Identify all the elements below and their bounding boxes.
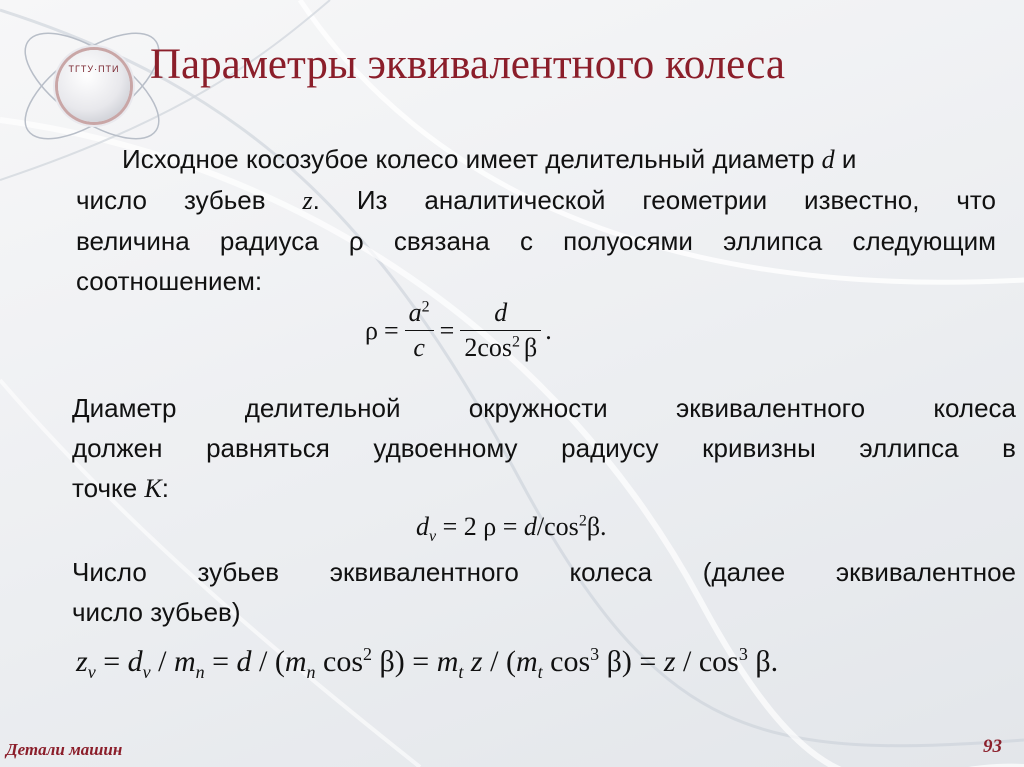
- university-logo: [58, 50, 130, 122]
- paragraph-teeth: [72, 552, 1016, 632]
- paragraph-diameter: [72, 388, 1016, 509]
- paragraph-intro: [76, 139, 996, 301]
- formula-rho: ρ = $\frac{a^2}{c}$ = $\frac{d}{2\cos^2 \beta}$ .: [365, 298, 552, 362]
- para2-line2: должен равняться удвоенному радиусу кривизны эллипса в: [72, 433, 1016, 463]
- para2-line3: точке K:: [72, 473, 169, 503]
- logo-text: ТГТУ·ПТИ: [68, 64, 120, 74]
- para1-line3: величина радиуса ρ связана с полуосями эллипса следующим: [76, 226, 996, 256]
- fraction-a2-over-c: $\frac{a^2}{c}$: [405, 298, 434, 363]
- para1-line2: число зубьев z. Из аналитической геометрии известно, что: [76, 185, 996, 215]
- para3-line1: Число зубьев эквивалентного колеса (далее эквивалентное: [72, 557, 1016, 587]
- page-number: 93: [983, 736, 1002, 757]
- slide-title: Параметры эквивалентного колеса: [150, 41, 785, 88]
- para3-line2: число зубьев): [72, 597, 241, 627]
- fraction-d-over-2cos2b: $\frac{d}{2\cos^2 \beta}$: [460, 298, 541, 363]
- para1-line4: соотношением:: [76, 266, 263, 296]
- para2-line1: Диаметр делительной окружности эквивалентного колеса: [72, 393, 1016, 423]
- formula-zv: $z_v = d_v / m_n = d / (m_n$ $\cos^2 \beta) = m_t$ z / ($m_t$ $\cos^3 \beta) = z / \cos^3 \beta$.: [76, 644, 779, 682]
- formula-dv: $d_v = 2$ $\rho = d/\cos^2\beta$.: [416, 512, 607, 546]
- course-name: Детали машин: [6, 740, 123, 759]
- para1-line1: Исходное косозубое колесо имеет делительный диаметр d и: [122, 144, 857, 174]
